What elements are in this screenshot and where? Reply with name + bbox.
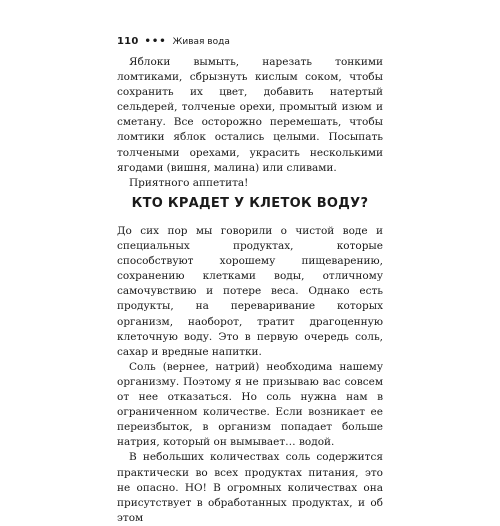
paragraph: Приятного аппетита! [129,176,249,189]
paragraph: В небольших количествах соль содержится практически во всех продуктах питания, это не опасно. НО! В огромных количествах она присутствует в обработанных продуктах, и об этом [117,451,383,524]
paragraph: До сих пор мы говорили о чистой воде и специальных продуктах, которые способствуют хорошему пищеварению, сохранению клетками воды, отличному самочувствию и потере веса. Однако есть продукты, на переваривание которых организм, наоборот, тратит драгоценную клеточную воду. Это в первую очередь соль, сахар и вредные напитки. [117,225,383,358]
page-number: 110 [117,36,139,47]
paragraph: Яблоки вымыть, нарезать тонкими ломтиками, сбрызнуть кислым соком, чтобы сохранить их цвет, добавить натертый сельдерей, толченые орехи, промытый изюм и сметану. Все осторожно перемешать, чтобы ломтики яблок остались целыми. Посыпать толчеными орехами, украсить несколькими ягодами (вишня, малина) или сливами. [117,56,383,174]
section-body [117,224,383,526]
section-title: КТО КРАДЕТ У КЛЕТОК ВОДУ? [131,196,369,211]
paragraph: Соль (вернее, натрий) необходима нашему организму. Поэтому я не призываю вас совсем от нее отказаться. Но соль нужна нам в ограниченном количестве. Если возникает ее переизбыток, в организм попадает больше натрия, который он вымывает… водой. [117,360,383,449]
recipe-text [117,55,383,191]
header-separator-dots: ••• [144,36,167,47]
running-header [117,36,230,47]
running-title: Живая вода [172,36,230,47]
